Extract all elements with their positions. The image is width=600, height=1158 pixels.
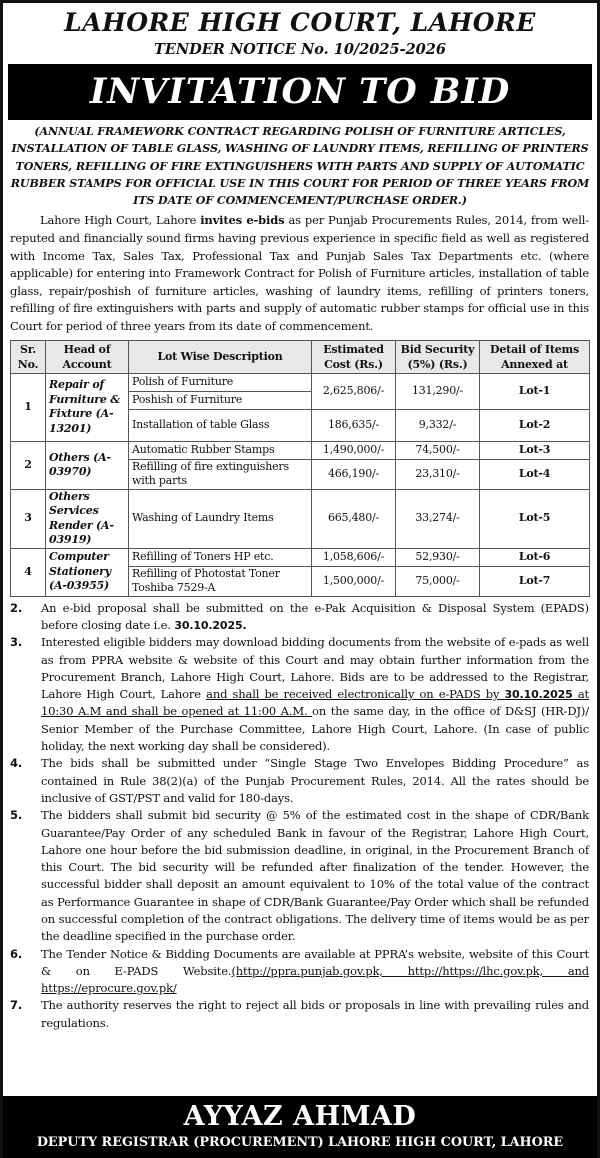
desc-cell: Polish of Furniture (129, 373, 312, 391)
clause-3 (10, 634, 589, 755)
submission-date: 30.10.2025 (504, 688, 573, 702)
col-desc: Lot Wise Description (129, 340, 312, 373)
clauses-list (10, 600, 589, 1032)
security-cell: 9,332/- (396, 409, 480, 441)
lot-cell: Lot-2 (480, 409, 590, 441)
desc-cell: Poshish of Furniture (129, 391, 312, 409)
eprocure-link[interactable]: https://eprocure.gov.pk/ (41, 981, 177, 996)
cost-cell: 2,625,806/- (312, 373, 396, 409)
clause-text (41, 600, 589, 635)
head-cell: Repair of Furniture & Fixture (A-13201) (46, 373, 129, 441)
desc-cell: Refilling of fire extinguishers with parts (129, 459, 312, 489)
website-links[interactable]: (http://ppra.punjab.gov.pk, http://https://lhc.gov.pk, and (231, 963, 590, 978)
clause-text: The bids shall be submitted under “Single Stage Two Envelopes Bidding Procedure” as contained in Rule 38(2)(a) of the Punjab Procurement Rules, 2014. All the rates should be inclusive of GST/PST and valid for 180-days. (41, 756, 589, 805)
table-row (11, 441, 590, 459)
sr-cell: 4 (11, 548, 46, 596)
sr-cell: 2 (11, 441, 46, 489)
cost-cell: 1,058,606/- (312, 548, 396, 566)
table-header-row (11, 340, 590, 373)
security-cell: 52,930/- (396, 548, 480, 566)
clause-text-part: An e-bid proposal shall be submitted on the e-Pak Acquisition & Disposal System (EPADS) before closing date i.e. (41, 600, 589, 632)
desc-cell: Refilling of Toners HP etc. (129, 548, 312, 566)
cost-cell: 1,500,000/- (312, 566, 396, 596)
cost-cell: 186,635/- (312, 409, 396, 441)
clause-text (41, 634, 589, 755)
intro-text: Lahore High Court, Lahore (40, 213, 201, 228)
desc-cell: Installation of table Glass (129, 409, 312, 441)
table-row (11, 548, 590, 566)
clause-text-part: on the same day, in the office of D&SJ (HR-DJ)/ Senior Member of the Purchase Committee, Lahore High Court, Lahore. (In case of public holiday, the next working day shall be considered). (41, 704, 589, 754)
clause-number: 3. (10, 635, 23, 650)
clause-number: 6. (10, 946, 23, 961)
lot-cell: Lot-4 (480, 459, 590, 489)
col-annex: Detail of Items Annexed at (480, 340, 590, 373)
clause-text-part: The Tender Notice & Bidding Documents are available at PPRA’s website, website of this Court & on E-PADS Website. (41, 946, 589, 978)
lot-cell: Lot-5 (480, 489, 590, 548)
desc-cell: Refilling of Photostat Toner Toshiba 7529-A (129, 566, 312, 596)
head-cell: Others (A-03970) (46, 441, 129, 489)
intro-emphasis: invites e-bids (200, 213, 285, 228)
lots-table (10, 340, 590, 597)
security-cell: 74,500/- (396, 441, 480, 459)
tender-number: TENDER NOTICE No. 10/2025-2026 (154, 41, 446, 58)
security-cell: 23,310/- (396, 459, 480, 489)
signatory-name: AYYAZ AHMAD (183, 1101, 417, 1132)
lot-cell: Lot-6 (480, 548, 590, 566)
clause-text-part: Interested eligible bidders may download bidding documents from the website of e-pads as well as from PPRA website & website of this Court and may obtain further information from the Procurement Branch, Lahore High Court, Lahore. Bids are to be addressed to the Registrar, Lahore High Court, Lahore (41, 635, 589, 702)
clause-underlined: and shall be received electronically on e-PADS by (206, 687, 505, 702)
clause-underlined: at 10:30 A.M and shall be opened at 11:00 A.M. (41, 687, 589, 719)
cost-cell: 466,190/- (312, 459, 396, 489)
col-sr: Sr. No. (11, 340, 46, 373)
clause-text: The bidders shall submit bid security @ 5% of the estimated cost in the shape of CDR/Bank Guarantee/Pay Order of any scheduled Bank in favour of the Registrar, Lahore High Court, Lahore one hour before the bid submission deadline, in original, in the Procurement Branch of this Court. The bid security will be refunded after finalization of the tender. However, the successful bidder shall deposit an amount equivalent to 10% of the total value of the contract as Performance Guarantee in shape of CDR/Bank Guarantee/Pay Order which shall be refunded on successful completion of the contract obligations. The delivery time of items would be as per the deadline specified in the purchase order. (41, 808, 589, 944)
clause-number: 7. (10, 998, 23, 1013)
cost-cell: 1,490,000/- (312, 441, 396, 459)
closing-date: 30.10.2025. (174, 618, 247, 632)
lot-cell: Lot-1 (480, 373, 590, 409)
clause-4 (10, 755, 589, 807)
security-cell: 131,290/- (396, 373, 480, 409)
table-row (11, 373, 590, 391)
security-cell: 33,274/- (396, 489, 480, 548)
clause-6 (10, 946, 589, 998)
sr-cell: 1 (11, 373, 46, 441)
clause-number: 5. (10, 808, 23, 823)
clause-text: The authority reserves the right to reject all bids or proposals in line with prevailing rules and regulations. (41, 998, 589, 1030)
table-row (11, 489, 590, 548)
head-cell: Others Services Render (A-03919) (46, 489, 129, 548)
desc-cell: Automatic Rubber Stamps (129, 441, 312, 459)
intro-text-cont: as per Punjab Procurements Rules, 2014, from well-reputed and financially sound firms having previous experience in specific field as well as registered with Income Tax, Sales Tax, Professional Tax and Punjab Sales Tax Departments etc. (where applicable) for entering into Framework Contract for Polish of Furniture articles, installation of table glass, repair/poshish of furniture articles, washing of laundry items, refilling of printers toners, refilling of fire extinguishers with parts and supply of automatic rubber stamps for official use in this Court for period of three years from its date of commencement. (10, 213, 589, 334)
sr-cell: 3 (11, 489, 46, 548)
invitation-banner: INVITATION TO BID (8, 64, 592, 120)
clause-5 (10, 807, 589, 945)
desc-cell: Washing of Laundry Items (129, 489, 312, 548)
col-cost: Estimated Cost (Rs.) (312, 340, 396, 373)
clause-7 (10, 997, 589, 1032)
clause-number: 4. (10, 756, 23, 771)
signatory-designation: DEPUTY REGISTRAR (PROCUREMENT) LAHORE HIGH COURT, LAHORE (36, 1135, 564, 1150)
contract-scope: (ANNUAL FRAMEWORK CONTRACT REGARDING POLISH OF FURNITURE ARTICLES, INSTALLATION OF TABLE GLASS, WASHING OF LAUNDRY ITEMS, REFILLING OF PRINTERS TONERS, REFILLING OF FIRE EXTINGUISHERS WITH PARTS AND SUPPLY OF AUTOMATIC RUBBER STAMPS FOR OFFICIAL USE IN THIS COURT FOR PERIOD OF THREE YEARS FROM ITS DATE OF COMMENCEMENT/PURCHASE ORDER.) (10, 125, 590, 208)
lot-cell: Lot-7 (480, 566, 590, 596)
signature-block (3, 1096, 597, 1158)
col-head: Head of Account (46, 340, 129, 373)
court-title: LAHORE HIGH COURT, LAHORE (64, 8, 536, 37)
cost-cell: 665,480/- (312, 489, 396, 548)
clause-2 (10, 600, 589, 635)
clause-text (41, 946, 589, 998)
head-cell: Computer Stationery (A-03955) (46, 548, 129, 596)
lot-cell: Lot-3 (480, 441, 590, 459)
security-cell: 75,000/- (396, 566, 480, 596)
clause-number: 2. (10, 600, 23, 615)
intro-paragraph (10, 212, 589, 335)
col-security: Bid Security (5%) (Rs.) (396, 340, 480, 373)
